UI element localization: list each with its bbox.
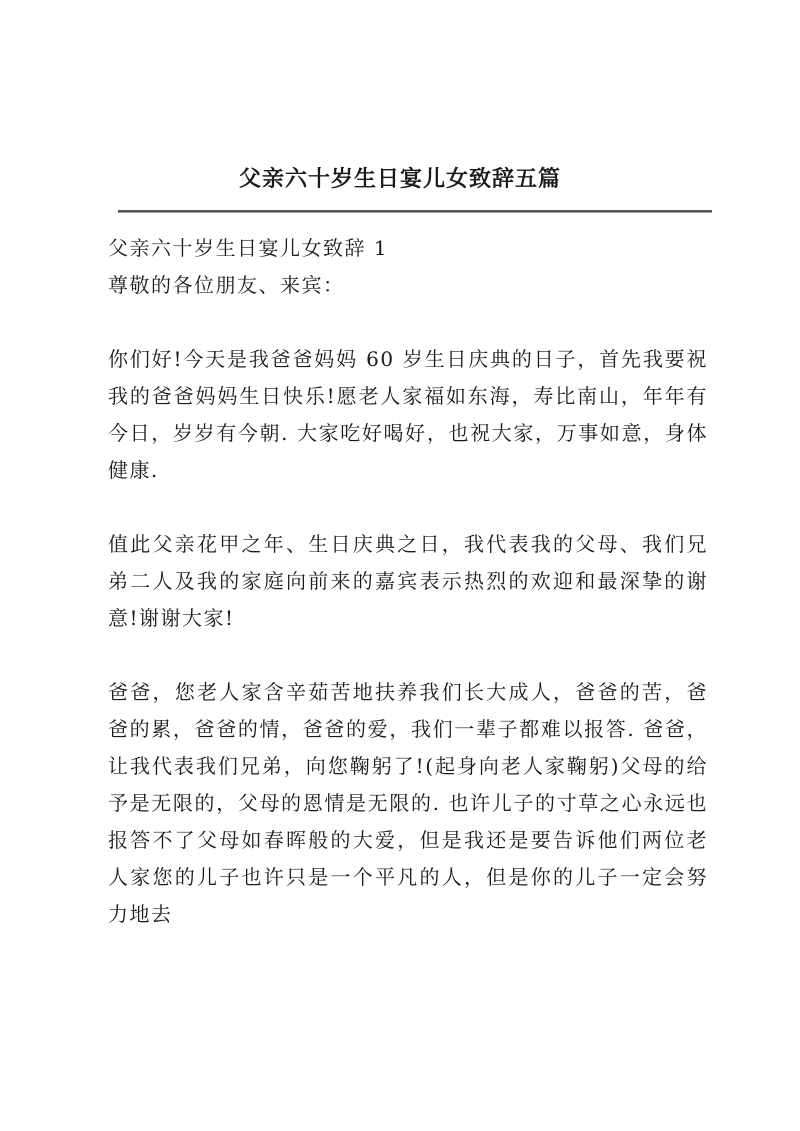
document-title: 父亲六十岁生日宴儿女致辞五篇 [238,166,561,192]
salutation: 尊敬的各位朋友、来宾： [108,273,345,297]
paragraph-2: 值此父亲花甲之年、生日庆典之日，我代表我的父母、我们兄弟二人及我的家庭向前来的嘉宾表示热烈的欢迎和最深挚的谢意!谢谢大家! [108,532,708,630]
document-body [108,230,708,933]
section-heading: 父亲六十岁生日宴儿女致辞 1 [108,236,389,260]
paragraph-spacer [108,304,708,341]
paragraph-3: 爸爸，您老人家含辛茹苦地扶养我们长大成人，爸爸的苦，爸爸的累，爸爸的情，爸爸的爱，我们一辈子都难以报答. 爸爸，让我代表我们兄弟，向您鞠躬了!(起身向老人家鞠躬)父母的给予是无限的，父母的恩情是无限的. 也许儿子的寸草之心永远也报答不了父母如春晖般的大爱，但是我还是要告诉他们两位老人家您的儿子也许只是一个平凡的人，但是你的儿子一定会努力地去 [108,680,708,926]
paragraph-1: 你们好!今天是我爸爸妈妈 60 岁生日庆典的日子，首先我要祝我的爸爸妈妈生日快乐!愿老人家福如东海，寿比南山，年年有今日，岁岁有今朝. 大家吃好喝好，也祝大家，万事如意，身体健康. [108,347,708,482]
paragraph-spacer [108,489,708,526]
paragraph-spacer [108,637,708,674]
title-divider [118,210,712,213]
